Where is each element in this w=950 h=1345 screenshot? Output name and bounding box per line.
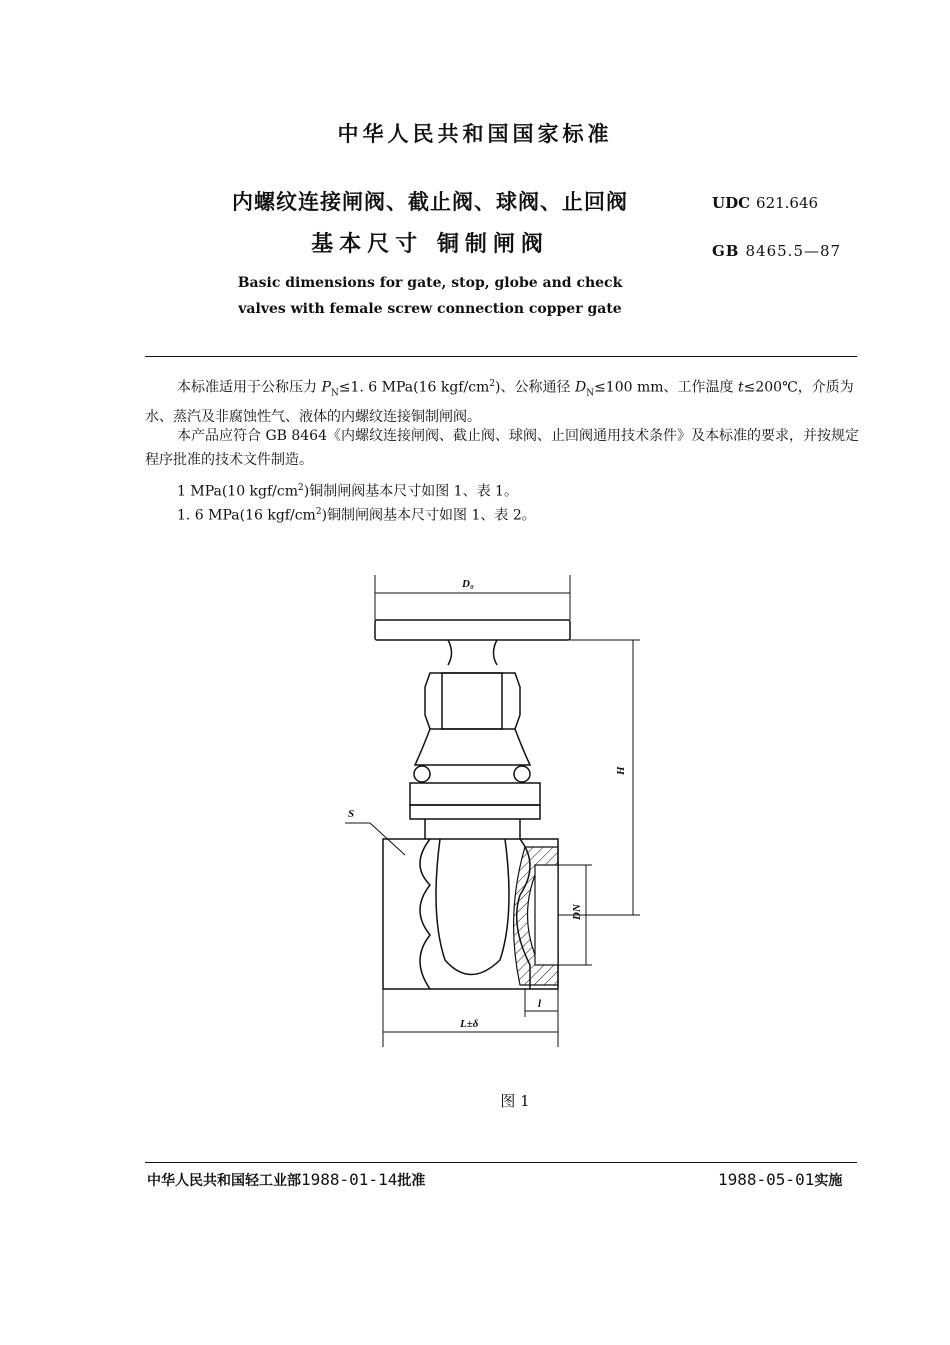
title-en-line2: valves with female screw connection copper gate [238,301,622,317]
effective-info [718,1170,842,1190]
label-h: H [615,766,627,775]
p1-t-var: t [737,379,744,396]
p1-text-e: ≤200℃，介质为水、蒸汽及非腐蚀性气、液体的内螺纹连接铜制闸阀。 [145,379,854,426]
label-d0: D₀ [462,578,474,590]
line3-text-a: 1 MPa(10 kgf/cm [177,483,299,500]
p1-text-c: )、公称通径 [495,379,575,396]
gland-nut [425,673,520,729]
line4-text-b: )铜制闸阀基本尺寸如图 1、表 2。 [321,507,536,524]
compliance-paragraph: 本产品应符合 GB 8464《内螺纹连接闸阀、截止阀、球阀、止回阀通用技术条件》及本标准的要求，并按规定程序批准的技术文件制造。 [145,428,859,468]
ref-line-16kgf [177,500,536,528]
label-dn: DN [571,904,583,920]
gb-value: 8465.5—87 [745,242,842,260]
udc-code [712,194,818,212]
line3-text-b: )铜制闸阀基本尺寸如图 1、表 1。 [303,483,518,500]
standard-header: 中华人民共和国国家标准 [337,122,613,146]
p1-pn-var: P [321,379,331,396]
gb-code [712,242,841,260]
handwheel [375,620,570,640]
udc-label: UDC [712,194,751,212]
gb-label: GB [712,242,740,260]
p1-dn-var: D [574,379,587,396]
line4-sup: 2 [315,507,322,517]
header-divider [145,356,857,357]
label-l-total: L±δ [460,1018,479,1030]
line3-sup: 2 [298,483,304,493]
scope-paragraph [145,372,860,429]
udc-value: 621.646 [756,194,819,212]
line4-text-a: 1. 6 MPa(16 kgf/cm [177,507,316,524]
label-s: S [348,808,355,820]
gate-valve-drawing [330,565,660,1055]
p1-sup: 2 [489,379,496,389]
title-cn-line2: 基本尺寸 铜制闸阀 [311,232,549,257]
p1-text-a: 本标准适用于公称压力 [177,379,322,396]
p1-text-d: ≤100 mm、工作温度 [594,379,738,396]
p1-text-b: ≤1. 6 MPa(16 kgf/cm [338,379,490,396]
label-l-small: l [538,998,542,1010]
approval-org: 中华人民共和国轻工业部 [147,1173,301,1189]
approval-date: 1988-01-14 [301,1170,398,1189]
footer-divider [145,1162,857,1163]
bonnet [415,729,530,765]
title-cn-line1: 内螺纹连接闸阀、截止阀、球阀、止回阀 [232,190,628,214]
figure-caption: 图 1 [500,1092,530,1110]
effective-word: 实施 [814,1173,843,1189]
effective-date: 1988-05-01 [718,1170,815,1189]
approval-word: 批准 [397,1173,426,1189]
p1-pn-sub: N [330,388,339,399]
p1-dn-sub: N [586,388,595,399]
title-en-line1: Basic dimensions for gate, stop, globe and check [237,275,623,291]
approval-info [147,1170,425,1190]
